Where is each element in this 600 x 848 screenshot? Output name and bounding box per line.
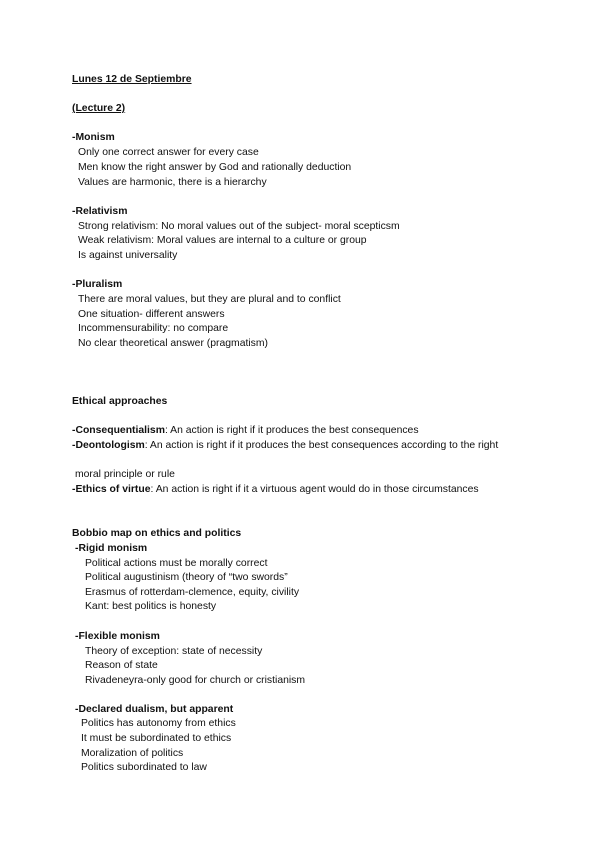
declared-dualism-line: Moralization of politics [81, 748, 184, 759]
rigid-monism-line: Political actions must be morally correct [85, 558, 268, 569]
declared-dualism-line: Politics has autonomy from ethics [81, 718, 236, 729]
flexible-monism-line: Theory of exception: state of necessity [85, 646, 263, 657]
bobbio-heading: Bobbio map on ethics and politics [72, 528, 242, 539]
pluralism-line: No clear theoretical answer (pragmatism) [78, 338, 268, 349]
ethical-approaches-heading: Ethical approaches [72, 396, 168, 407]
relativism-line: Is against universality [78, 250, 178, 261]
pluralism-line: One situation- different answers [78, 309, 225, 320]
flexible-monism-line: Reason of state [85, 660, 158, 671]
declared-dualism-line: Politics subordinated to law [81, 762, 207, 773]
deontologism-term: -Deontologism [72, 440, 145, 451]
flexible-monism-heading: -Flexible monism [75, 631, 160, 642]
relativism-line: Weak relativism: Moral values are internal to a culture or group [78, 235, 367, 246]
declared-dualism-heading: -Declared dualism, but apparent [75, 704, 234, 715]
consequentialism-definition: : An action is right if it produces the best consequences [164, 425, 419, 436]
relativism-line: Strong relativism: No moral values out of the subject- moral scepticsm [78, 221, 400, 232]
virtue-definition: : An action is right if it a virtuous agent would do in those circumstances [150, 484, 479, 495]
relativism-heading: -Relativism [72, 206, 128, 217]
pluralism-line: There are moral values, but they are plural and to conflict [78, 294, 341, 305]
virtue-term: -Ethics of virtue [72, 484, 151, 495]
rigid-monism-line: Erasmus of rotterdam-clemence, equity, civility [85, 587, 300, 598]
pluralism-heading: -Pluralism [72, 279, 123, 290]
monism-line: Men know the right answer by God and rationally deduction [78, 162, 352, 173]
deontologism-continuation: moral principle or rule [75, 469, 175, 480]
monism-heading: -Monism [72, 132, 115, 143]
deontologism-definition: : An action is right if it produces the best consequences according to the right [144, 440, 499, 451]
rigid-monism-line: Kant: best politics is honesty [85, 601, 217, 612]
virtue-entry [72, 483, 479, 496]
date-heading: Lunes 12 de Septiembre [72, 74, 192, 85]
rigid-monism-line: Political augustinism (theory of “two swords” [85, 572, 288, 583]
rigid-monism-heading: -Rigid monism [75, 543, 148, 554]
consequentialism-entry [72, 424, 419, 437]
monism-line: Values are harmonic, there is a hierarchy [78, 177, 267, 188]
monism-line: Only one correct answer for every case [78, 147, 259, 158]
lecture-label: (Lecture 2) [72, 103, 126, 114]
pluralism-line: Incommensurability: no compare [78, 323, 229, 334]
declared-dualism-line: It must be subordinated to ethics [81, 733, 232, 744]
flexible-monism-line: Rivadeneyra-only good for church or cristianism [85, 675, 306, 686]
deontologism-entry [72, 439, 512, 452]
consequentialism-term: -Consequentialism [72, 425, 165, 436]
